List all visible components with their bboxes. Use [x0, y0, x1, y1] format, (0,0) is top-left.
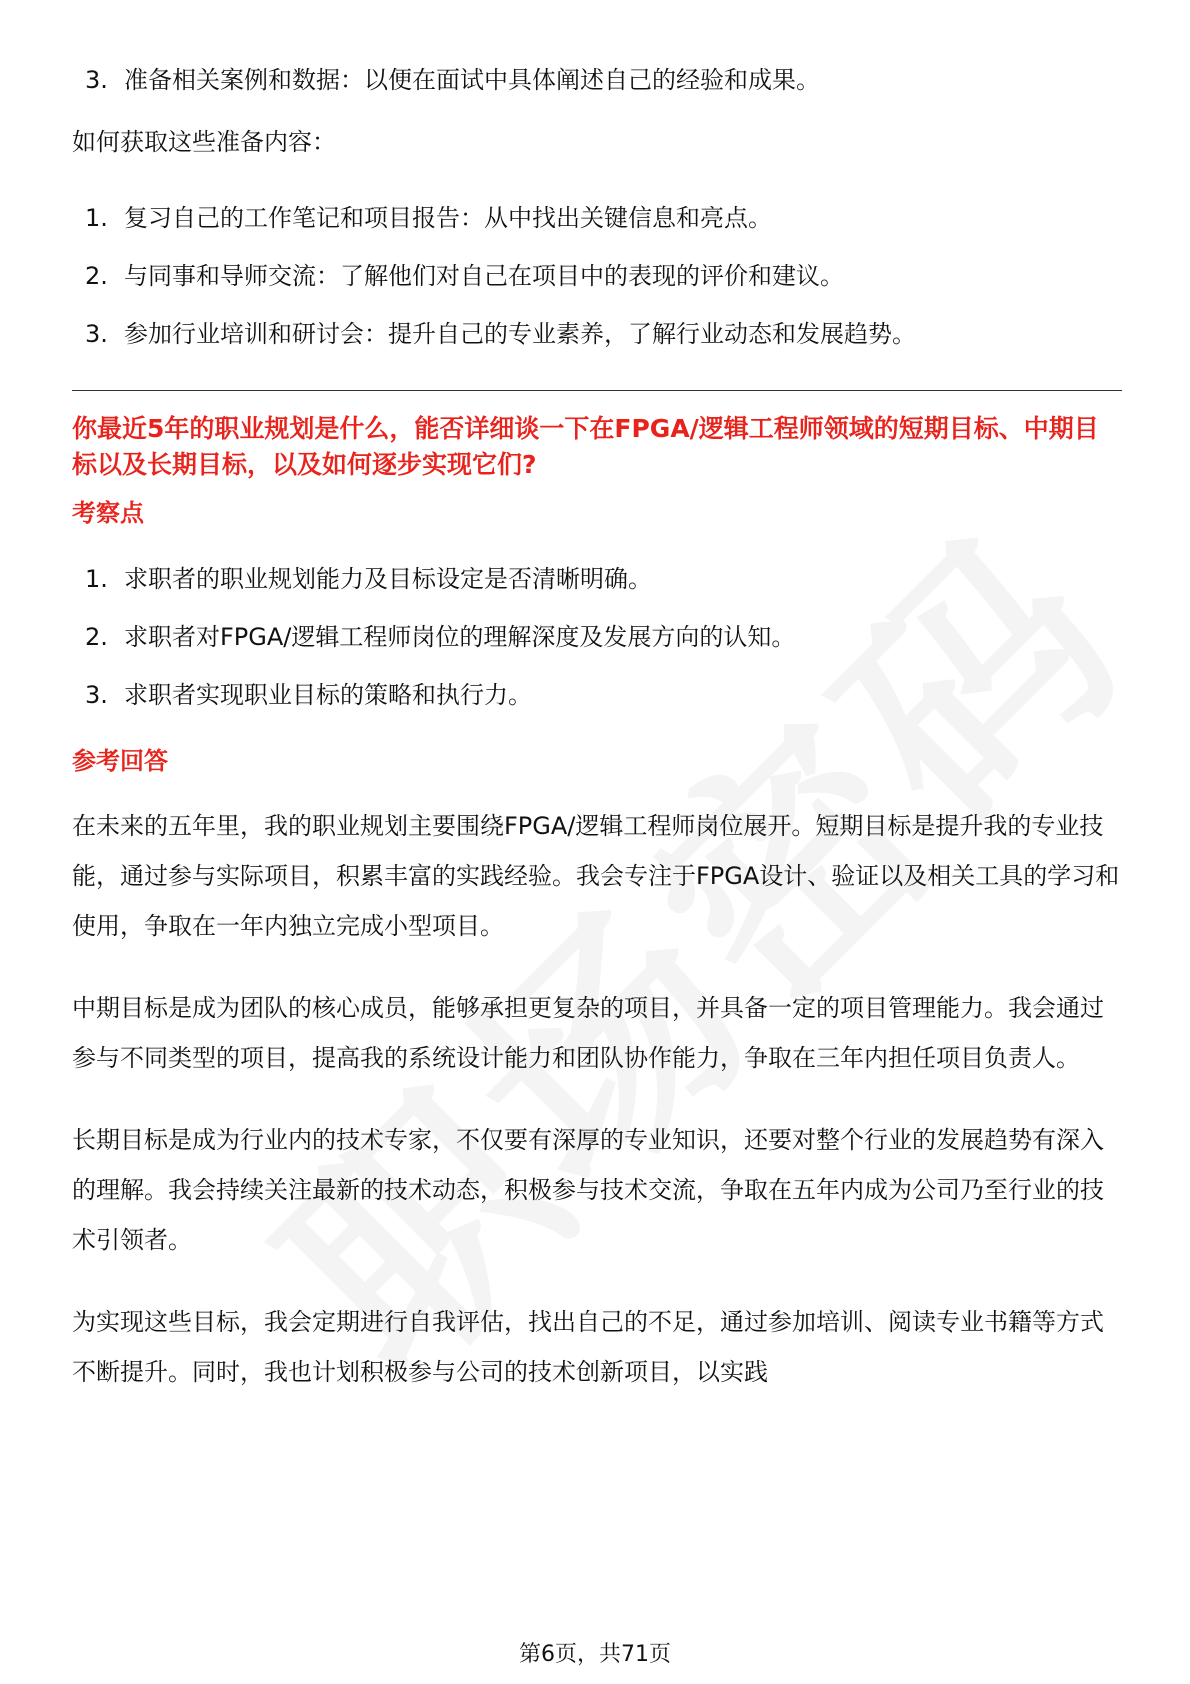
list-item — [72, 316, 1122, 352]
list-number: 2. — [85, 623, 108, 651]
list-item — [72, 561, 1122, 597]
list-text: 求职者的职业规划能力及目标设定是否清晰明确。 — [124, 565, 652, 593]
page-content — [72, 62, 1122, 1429]
list-text: 与同事和导师交流：了解他们对自己在项目中的表现的评价和建议。 — [124, 262, 844, 290]
prep-list-tail — [72, 62, 1122, 98]
page-number-footer: 第6页，共71页 — [519, 1642, 671, 1667]
answer-paragraph: 长期目标是成为行业内的技术专家，不仅要有深厚的专业知识，还要对整个行业的发展趋势有深入的理解。我会持续关注最新的技术动态，积极参与技术交流，争取在五年内成为公司乃至行业的技术引领者。 — [72, 1126, 1104, 1254]
how-to-prepare-heading: 如何获取这些准备内容： — [72, 128, 336, 156]
how-to-prepare-list — [72, 200, 1122, 352]
list-number: 3. — [85, 320, 108, 348]
list-text: 求职者实现职业目标的策略和执行力。 — [124, 681, 532, 709]
section-divider — [72, 390, 1122, 391]
list-number: 1. — [85, 565, 108, 593]
list-item — [72, 62, 1122, 98]
list-item — [72, 258, 1122, 294]
reference-answer-heading: 参考回答 — [72, 747, 168, 775]
answer-paragraph: 为实现这些目标，我会定期进行自我评估，找出自己的不足，通过参加培训、阅读专业书籍等方式不断提升。同时，我也计划积极参与公司的技术创新项目，以实践 — [72, 1308, 1104, 1386]
list-text: 参加行业培训和研讨会：提升自己的专业素养，了解行业动态和发展趋势。 — [124, 320, 916, 348]
list-text: 复习自己的工作笔记和项目报告：从中找出关键信息和亮点。 — [124, 204, 772, 232]
list-number: 2. — [85, 262, 108, 290]
assessment-points-list — [72, 561, 1122, 713]
list-number: 1. — [85, 204, 108, 232]
list-number: 3. — [85, 66, 108, 94]
assessment-points-heading: 考察点 — [72, 499, 144, 527]
answer-paragraph: 中期目标是成为团队的核心成员，能够承担更复杂的项目，并具备一定的项目管理能力。我会通过参与不同类型的项目，提高我的系统设计能力和团队协作能力，争取在三年内担任项目负责人。 — [72, 994, 1104, 1072]
list-text: 求职者对FPGA/逻辑工程师岗位的理解深度及发展方向的认知。 — [124, 623, 796, 651]
list-number: 3. — [85, 681, 108, 709]
list-item — [72, 677, 1122, 713]
list-item — [72, 200, 1122, 236]
interview-question: 你最近5年的职业规划是什么，能否详细谈一下在FPGA/逻辑工程师领域的短期目标、中期目标以及长期目标，以及如何逐步实现它们? — [72, 414, 1099, 479]
list-item — [72, 619, 1122, 655]
answer-paragraph: 在未来的五年里，我的职业规划主要围绕FPGA/逻辑工程师岗位展开。短期目标是提升我的专业技能，通过参与实际项目，积累丰富的实践经验。我会专注于FPGA设计、验证以及相关工具的学习和使用，争取在一年内独立完成小型项目。 — [72, 812, 1120, 940]
list-text: 准备相关案例和数据：以便在面试中具体阐述自己的经验和成果。 — [124, 66, 820, 94]
